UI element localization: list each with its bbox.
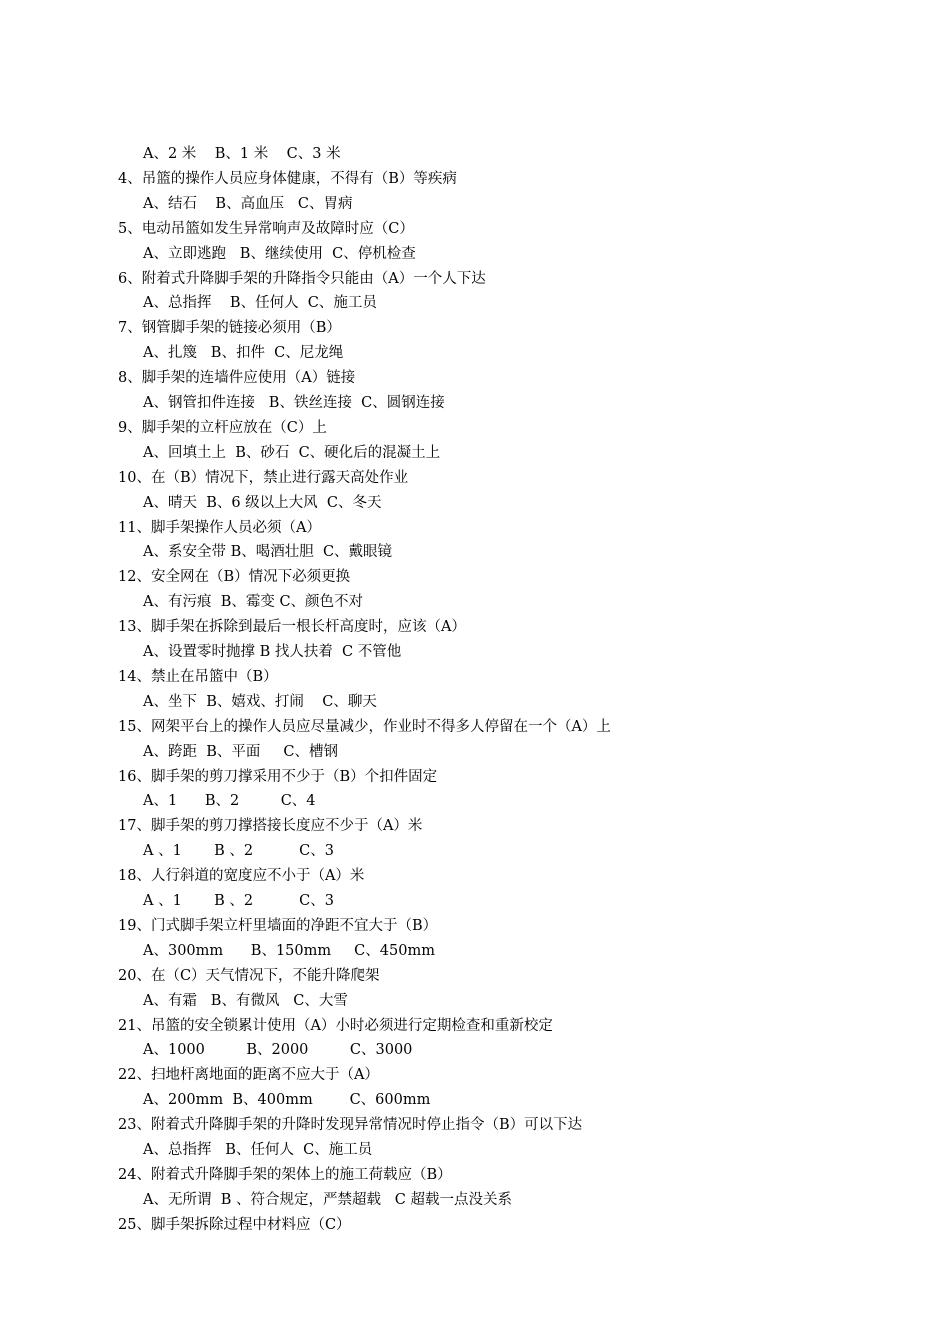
question-line: 7、钢管脚手架的链接必须用（B） [118, 320, 341, 337]
question-line: 9、脚手架的立杆应放在（C）上 [118, 419, 327, 436]
answer-options-line: A、总指挥 B、任何人 C、施工员 [143, 295, 377, 312]
answer-options-line: A、1 B、2 C、4 [143, 793, 316, 810]
question-line: 15、网架平台上的操作人员应尽量减少，作业时不得多人停留在一个（A）上 [118, 718, 611, 735]
question-line: 17、脚手架的剪刀撑搭接长度应不少于（A）米 [118, 818, 423, 835]
question-line: 4、吊篮的操作人员应身体健康，不得有（B）等疾病 [118, 170, 457, 187]
question-line: 12、安全网在（B）情况下必须更换 [118, 569, 351, 586]
question-line: 8、脚手架的连墙件应使用（A）链接 [118, 370, 356, 387]
answer-options-line: A 、1 B 、2 C、3 [143, 843, 334, 860]
answer-options-line: A、晴天 B、6 级以上大风 C、冬天 [143, 494, 382, 511]
answer-options-line: A、无所谓 B 、符合规定，严禁超载 C 超载一点没关系 [143, 1191, 512, 1208]
answer-options-line: A、2 米 B、1 米 C、3 米 [143, 146, 341, 162]
question-line: 10、在（B）情况下，禁止进行露天高处作业 [118, 469, 409, 486]
answer-options-line: A、结石 B、高血压 C、胃病 [143, 195, 353, 212]
answer-options-line: A、设置零时抛撑 B 找人扶着 C 不管他 [143, 644, 402, 660]
question-line: 16、脚手架的剪刀撑采用不少于（B）个扣件固定 [118, 768, 438, 785]
answer-options-line: A、300mm B、150mm C、450mm [143, 942, 435, 959]
question-line: 14、禁止在吊篮中（B） [118, 668, 278, 685]
question-line: 6、附着式升降脚手架的升降指令只能由（A）一个人下达 [118, 270, 486, 287]
question-line: 13、脚手架在拆除到最后一根长杆高度时，应该（A） [118, 619, 466, 636]
answer-options-line: A、回填土上 B、砂石 C、硬化后的混凝土上 [143, 444, 441, 461]
answer-options-line: A、钢管扣件连接 B、铁丝连接 C、圆钢连接 [143, 395, 445, 411]
answer-options-line: A、扎篾 B、扣件 C、尼龙绳 [143, 345, 344, 362]
question-line: 24、附着式升降脚手架的架体上的施工荷载应（B） [118, 1166, 452, 1183]
answer-options-line: A、跨距 B、平面 C、槽钢 [143, 743, 338, 760]
question-line: 22、扫地杆离地面的距离不应大于（A） [118, 1067, 379, 1084]
question-line: 25、脚手架拆除过程中材料应（C） [118, 1216, 351, 1233]
question-line: 23、附着式升降脚手架的升降时发现异常情况时停止指令（B）可以下达 [118, 1117, 583, 1134]
answer-options-line: A 、1 B 、2 C、3 [143, 893, 334, 909]
answer-options-line: A、200mm B、400mm C、600mm [143, 1092, 431, 1109]
answer-options-line: A、有污痕 B、霉变 C、颜色不对 [143, 594, 364, 611]
question-line: 19、门式脚手架立杆里墙面的净距不宜大于（B） [118, 917, 438, 934]
answer-options-line: A、1000 B、2000 C、3000 [143, 1042, 413, 1059]
answer-options-line: A、立即逃跑 B、继续使用 C、停机检查 [143, 245, 416, 262]
question-line: 5、电动吊篮如发生异常响声及故障时应（C） [118, 220, 414, 237]
answer-options-line: A、坐下 B、嬉戏、打闹 C、聊天 [143, 693, 377, 710]
question-line: 20、在（C）天气情况下，不能升降爬架 [118, 967, 380, 984]
answer-options-line: A、有霜 B、有微风 C、大雪 [143, 992, 348, 1009]
question-line: 18、人行斜道的宽度应不小于（A）米 [118, 868, 365, 885]
question-line: 11、脚手架操作人员必须（A） [118, 519, 321, 536]
answer-options-line: A、总指挥 B、任何人 C、施工员 [143, 1142, 373, 1158]
answer-options-line: A、系安全带 B、喝酒壮胆 C、戴眼镜 [143, 544, 393, 561]
question-line: 21、吊篮的安全锁累计使用（A）小时必须进行定期检查和重新校定 [118, 1017, 553, 1034]
